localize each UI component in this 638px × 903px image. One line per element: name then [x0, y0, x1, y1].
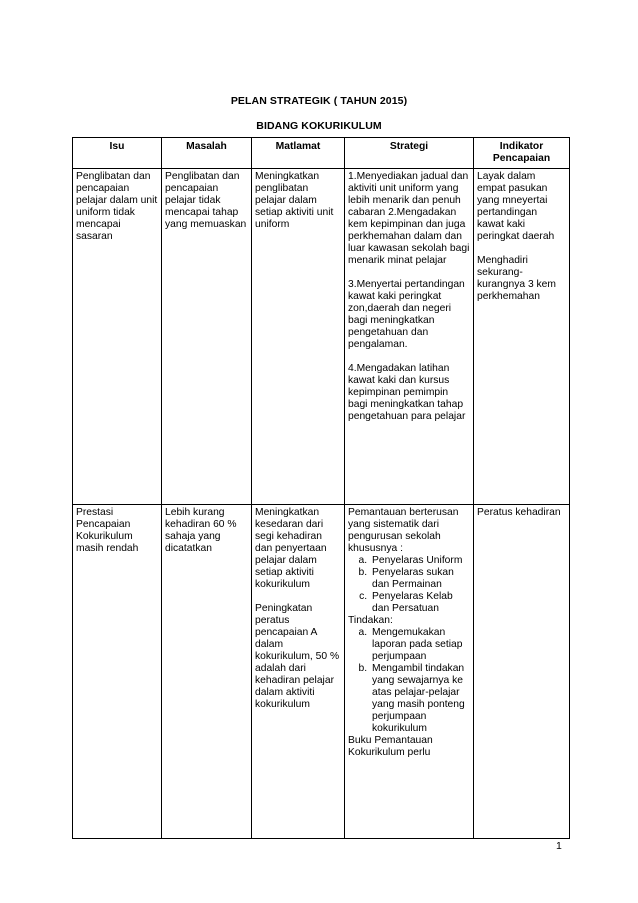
list-item: b. Mengambil tindakan yang sewajarnya ke atas pelajar-pelajar yang masih ponteng perjumpaan kokurikulum	[370, 663, 470, 735]
table-header-row	[73, 138, 570, 169]
table-row	[73, 505, 570, 839]
matlamat-paragraph: Meningkatkan kesedaran dari segi kehadiran dan penyertaan pelajar dalam setiap aktiviti kokurikulum	[255, 507, 327, 590]
document-subtitle: BIDANG KOKURIKULUM	[256, 120, 382, 132]
cell-isu: Penglibatan dan pencapaian pelajar dalam unit uniform tidak mencapai sasaran	[73, 169, 162, 505]
cell-masalah: Penglibatan dan pencapaian pelajar tidak mencapai tahap yang memuaskan	[162, 169, 252, 505]
cell-isu: Prestasi Pencapaian Kokurikulum masih rendah	[73, 505, 162, 839]
coordinator-list	[348, 555, 470, 615]
tindakan-label: Tindakan:	[348, 615, 393, 626]
page-number: 1	[556, 840, 562, 852]
list-item: a. Mengemukakan laporan pada setiap perjumpaan	[370, 627, 470, 663]
table-row	[73, 169, 570, 505]
cell-indikator: Peratus kehadiran	[474, 505, 570, 839]
cell-indikator	[474, 169, 570, 505]
cell-matlamat: Meningkatkan penglibatan pelajar dalam setiap aktiviti unit uniform	[252, 169, 345, 505]
list-item: a. Penyelaras Uniform	[370, 555, 470, 567]
header-masalah: Masalah	[162, 138, 252, 169]
strategi-paragraph: 1.Menyediakan jadual dan aktiviti unit uniform yang lebih menarik dan penuh cabaran 2.Mengadakan kem kepimpinan dan juga perkhemahan dalam dan luar kawasan sekolah bagi menarik minat pelajar	[348, 171, 470, 266]
header-strategi: Strategi	[345, 138, 474, 169]
header-matlamat: Matlamat	[252, 138, 345, 169]
cell-matlamat	[252, 505, 345, 839]
strategi-intro: Pemantauan berterusan yang sistematik dari pengurusan sekolah khususnya :	[348, 507, 459, 554]
cell-masalah: Lebih kurang kehadiran 60 % sahaja yang dicatatkan	[162, 505, 252, 839]
strategic-plan-table	[72, 137, 570, 839]
indikator-paragraph: Menghadiri sekurang-kurangnya 3 kem perkhemahan	[477, 255, 556, 302]
list-item: b. Penyelaras sukan dan Permainan	[370, 567, 470, 591]
indikator-paragraph: Layak dalam empat pasukan yang mneyertai pertandingan kawat kaki peringkat daerah	[477, 171, 555, 242]
list-item: c. Penyelaras Kelab dan Persatuan	[370, 591, 470, 615]
strategi-paragraph: 4.Mengadakan latihan kawat kaki dan kursus kepimpinan pemimpin bagi meningkatkan tahap pengetahuan para pelajar	[348, 363, 466, 422]
action-list	[348, 627, 470, 735]
matlamat-paragraph: Peningkatan peratus pencapaian A dalam kokurikulum, 50 % adalah dari kehadiran pelajar dalam aktiviti kokurikulum	[255, 603, 340, 710]
header-indikator: Indikator Pencapaian	[474, 138, 570, 169]
document-title: PELAN STRATEGIK ( TAHUN 2015)	[230, 95, 408, 107]
cell-strategi	[345, 505, 474, 839]
strategi-paragraph: 3.Menyertai pertandingan kawat kaki peringkat zon,daerah dan negeri bagi meningkatkan pengetahuan dan pengalaman.	[348, 279, 465, 350]
header-isu: Isu	[73, 138, 162, 169]
strategi-outro: Buku Pemantauan Kokurikulum perlu	[348, 735, 433, 758]
cell-strategi	[345, 169, 474, 505]
